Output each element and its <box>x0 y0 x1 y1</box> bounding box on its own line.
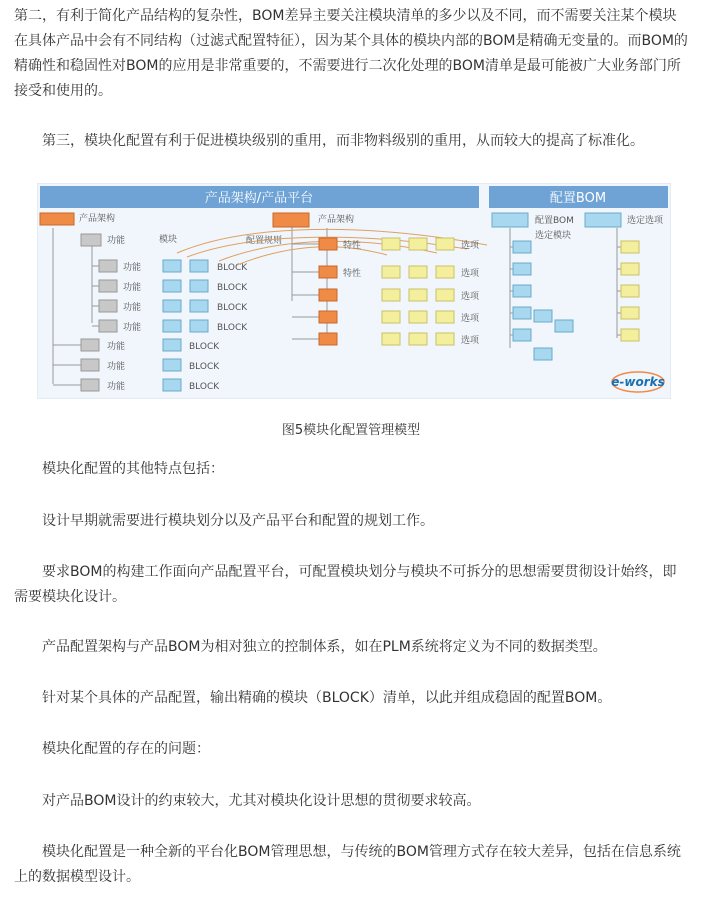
selected-module-box <box>555 320 573 332</box>
header-left-text: 产品架构/产品平台 <box>204 191 314 206</box>
func-box <box>81 339 99 351</box>
sub-func-label: 功能 <box>123 263 142 273</box>
paragraph-2: 第三，模块化配置有利于促进模块级别的重用，而非物料级别的重用，从而较大的提高了标准化。 <box>42 133 644 149</box>
option-box <box>382 311 400 323</box>
module-box <box>163 280 181 292</box>
sub-func-label: 功能 <box>123 283 142 293</box>
option-box <box>409 266 427 278</box>
feature-box <box>319 311 337 323</box>
left-root-box <box>40 213 74 225</box>
paragraph-1: 第二，有利于简化产品结构的复杂性，BOM差异主要关注模块清单的多少以及不同，而不需要关注某个模块在具体产品中会有不同结构（过滤式配置特征），因为某个具体的模块内部的BOM是精确无变量的。而BOM的精确性和稳固性对BOM的应用是非常重要的，不需要进行二次化处理的BOM清单是最可能被广大业务部门所接受和使用的。 <box>14 8 688 99</box>
paragraph-7: 针对某个具体的产品配置，输出精确的模块（BLOCK）清单，以此并组成稳固的配置BOM。 <box>42 690 612 706</box>
option-box <box>409 311 427 323</box>
block-label: BLOCK <box>217 263 248 273</box>
left-root-label: 产品架构 <box>79 214 116 224</box>
block-label: BLOCK <box>217 323 248 333</box>
select-module-label: 选定模块 <box>535 231 572 241</box>
feature-box <box>319 289 337 301</box>
config-rule-label: 配置规则 <box>246 236 283 246</box>
module-box <box>190 320 208 332</box>
option-label: 选项 <box>461 336 480 346</box>
block-label: BLOCK <box>217 303 248 313</box>
right-option-root-box <box>585 213 621 227</box>
logo-text: e-works <box>611 375 665 389</box>
selected-module-box <box>513 241 531 253</box>
select-option-label: 选定选项 <box>627 216 664 226</box>
selected-option-box <box>621 263 639 275</box>
selected-option-box <box>621 241 639 253</box>
option-box <box>382 266 400 278</box>
module-box <box>163 359 181 371</box>
selected-module-box <box>534 348 552 360</box>
option-box <box>409 333 427 345</box>
selected-module-box <box>513 263 531 275</box>
sub-func-box <box>99 320 117 332</box>
func-box <box>81 234 101 246</box>
option-box <box>436 266 454 278</box>
option-box <box>382 333 400 345</box>
feature-box <box>319 333 337 345</box>
func-label: 功能 <box>107 236 126 246</box>
module-box <box>163 260 181 272</box>
feature-label: 特性 <box>343 241 362 251</box>
module-box <box>190 260 208 272</box>
selected-option-box <box>621 307 639 319</box>
figure-caption: 图5模块化配置管理模型 <box>281 423 421 438</box>
feature-box <box>319 238 337 250</box>
selected-module-box <box>534 310 552 322</box>
sub-func-box <box>99 260 117 272</box>
selected-module-box <box>513 329 531 341</box>
option-box <box>382 238 400 250</box>
block-label: BLOCK <box>189 342 220 352</box>
sub-func-box <box>99 280 117 292</box>
func-label: 功能 <box>107 362 126 372</box>
module-box <box>163 379 181 391</box>
func-label: 功能 <box>107 342 126 352</box>
func-box <box>81 359 99 371</box>
selected-option-box <box>621 329 639 341</box>
module-box <box>190 300 208 312</box>
option-label: 选项 <box>461 314 480 324</box>
option-label: 选项 <box>461 292 480 302</box>
feature-label: 特性 <box>343 269 362 279</box>
selected-module-box <box>513 285 531 297</box>
selected-module-box <box>513 307 531 319</box>
module-box <box>163 320 181 332</box>
option-label: 选项 <box>461 269 480 279</box>
func-box <box>81 379 99 391</box>
right-root-label: 配置BOM <box>535 216 574 226</box>
paragraph-9: 对产品BOM设计的约束较大，尤其对模块化设计思想的贯彻要求较高。 <box>42 793 481 809</box>
sub-func-box <box>99 300 117 312</box>
module-label: 模块 <box>159 235 178 245</box>
paragraph-4: 设计早期就需要进行模块划分以及产品平台和配置的规划工作。 <box>42 513 434 529</box>
block-label: BLOCK <box>189 362 220 372</box>
header-right-text: 配置BOM <box>549 191 607 206</box>
option-box <box>382 289 400 301</box>
option-box <box>436 289 454 301</box>
mid-root-box <box>273 213 309 227</box>
feature-box <box>319 266 337 278</box>
paragraph-10: 模块化配置是一种全新的平台化BOM管理思想，与传统的BOM管理方式存在较大差异，包括在信息系统上的数据模型设计。 <box>14 844 681 885</box>
paragraph-5: 要求BOM的构建工作面向产品配置平台，可配置模块划分与模块不可拆分的思想需要贯彻设计始终，即需要模块化设计。 <box>14 564 677 605</box>
module-box <box>163 339 181 351</box>
sub-func-label: 功能 <box>123 323 142 333</box>
paragraph-3: 模块化配置的其他特点包括： <box>42 461 224 477</box>
paragraph-6: 产品配置架构与产品BOM为相对独立的控制体系，如在PLM系统将定义为不同的数据类型。 <box>42 639 607 655</box>
right-root-box <box>492 213 528 227</box>
option-box <box>409 289 427 301</box>
option-box <box>436 311 454 323</box>
selected-option-box <box>621 285 639 297</box>
mid-root-label: 产品架构 <box>318 215 355 225</box>
paragraph-8: 模块化配置的存在的问题： <box>42 741 210 757</box>
modular-config-diagram <box>37 183 671 399</box>
sub-func-label: 功能 <box>123 303 142 313</box>
option-box <box>436 238 454 250</box>
option-box <box>436 333 454 345</box>
block-label: BLOCK <box>217 283 248 293</box>
option-label: 选项 <box>461 241 480 251</box>
module-box <box>190 280 208 292</box>
module-box <box>163 300 181 312</box>
func-label: 功能 <box>107 382 126 392</box>
option-box <box>409 238 427 250</box>
block-label: BLOCK <box>189 382 220 392</box>
